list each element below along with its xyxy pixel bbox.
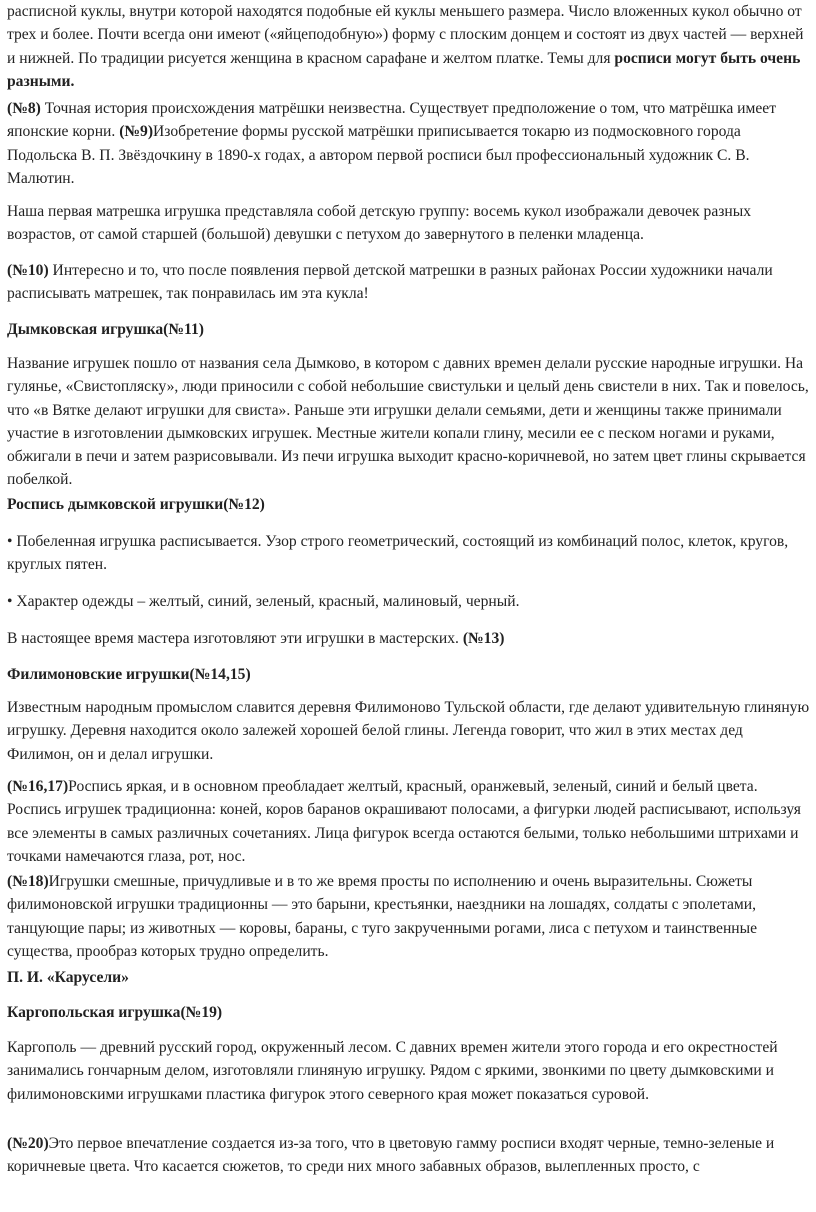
ref-13: (№13) xyxy=(462,630,505,647)
paragraph-pattern-bullet: • Побеленная игрушка расписывается. Узор строго геометрический, состоящий из комбинаций полос, клеток, кругов, круглых пятен. xyxy=(7,533,789,574)
ref-10: (№10) xyxy=(7,262,49,279)
heading-dymkovo-painting: Роспись дымковской игрушки(№12) xyxy=(7,496,265,513)
bold-phrase: росписи могут быть очень разными. xyxy=(7,49,801,90)
heading-carousels: П. И. «Карусели» xyxy=(7,969,129,986)
heading-dymkovo-toy: Дымковская игрушка(№11) xyxy=(7,321,204,338)
paragraph-workshops: В настоящее время мастера изготовляют эти игрушки в мастерских. (№13) xyxy=(7,630,505,647)
paragraph-filimonovo-painting: (№16,17)Роспись яркая, и в основном преобладает желтый, красный, оранжевый, зеленый, синий и белый цвета. Роспись игрушек традиционна: коней, коров баранов окрашивают полосами, а фигурки людей расписывают, используя все элементы в самых различных сочетаниях. Лица фигурок всегда остаются белыми, только небольшими штрихами и точками намечаются глаза, рот, нос. xyxy=(7,778,801,865)
paragraph-clothes-bullet: • Характер одежды – желтый, синий, зеленый, красный, малиновый, черный. xyxy=(7,593,520,610)
heading-filimonovo-toys: Филимоновские игрушки(№14,15) xyxy=(7,666,251,683)
ref-16-17: (№16,17) xyxy=(7,778,69,795)
heading-kargopol-toy: Каргопольская игрушка(№19) xyxy=(7,1004,223,1021)
paragraph-matryoshka-spread: (№10) Интересно и то, что после появления первой детской матрешки в разных районах России художники начали расписывать матрешек, так понравилась им эта кукла! xyxy=(7,262,773,303)
paragraph-first-matryoshka: Наша первая матрешка игрушка представляла собой детскую группу: восемь кукол изображали девочек разных возрастов, от самой старшей (большой) девушки с петухом до завернутого в пеленки младенца. xyxy=(7,203,752,244)
paragraph-kargopol-colors: (№20)Это первое впечатление создается из-за того, что в цветовую гамму росписи входят черные, темно-зеленые и коричневые цвета. Что касается сюжетов, то среди них много забавных образов, вылепленных просто, с xyxy=(7,1135,775,1176)
paragraph-filimonovo: Известным народным промыслом славится деревня Филимоново Тульской области, где делают удивительную глиняную игрушку. Деревня находится около залежей хорошей белой глины. Легенда говорит, что жил в этих местах дед Филимон, он и делал игрушки. xyxy=(7,699,810,763)
paragraph-filimonovo-subjects: (№18)Игрушки смешные, причудливые и в то же время просты по исполнению и очень выразительны. Сюжеты филимоновской игрушки традиционны — это барыни, крестьянки, наездники на лошадях, солдаты с эполетами, танцующие пары; из животных — коровы, бараны, с туго закрученными рогами, лиса с петухом и таинственные существа, прообраз которых трудно определить. xyxy=(7,873,758,960)
paragraph-matryoshka-history: (№8) Точная история происхождения матрёшки неизвестна. Существует предположение о том, что матрёшка имеет японские корни. (№9)Изобретение формы русской матрёшки приписывается токарю из подмосковного города Подольска В. П. Звёздочкину в 1890-х годах, а автором первой росписи был профессиональный художник С. В. Малютин. xyxy=(7,100,777,187)
ref-20: (№20) xyxy=(7,1135,49,1152)
ref-8: (№8) xyxy=(7,100,41,117)
ref-18: (№18) xyxy=(7,873,49,890)
paragraph-matryoshka-intro: расписной куклы, внутри которой находятся подобные ей куклы меньшего размера. Число вложенных кукол обычно от трех и более. Почти всегда они имеют («яйцеподобную») форму с плоским донцем и состоят из двух частей — верхней и нижней. По традиции рисуется женщина в красном сарафане и желтом платке. Темы для росписи могут быть очень разными. xyxy=(7,3,804,90)
ref-9: (№9) xyxy=(119,123,154,141)
paragraph-kargopol: Каргополь — древний русский город, окруженный лесом. С давних времен жители этого города и его окрестностей занимались гончарным делом, изготовляли глиняную игрушку. Рядом с яркими, звонкими по цвету дымковскими и филимоновскими игрушками пластика фигурок этого северного края может показаться суровой. xyxy=(7,1039,778,1103)
paragraph-dymkovo: Название игрушек пошло от названия села Дымково, в котором с давних времен делали русские народные игрушки. На гулянье, «Свистопляску», люди приносили с собой небольшие свистульки и целый день свистели в них. Так и повелось, что «в Вятке делают игрушки для свиста». Раньше эти игрушки делали семьями, дети и женщины также принимали участие в изготовлении дымковских игрушек. Местные жители копали глину, месили ее с песком ногами и руками, обжигали в печи и затем разрисовывали. Из печи игрушка выходит красно-коричневой, но затем цвет глины скрывается побелкой. xyxy=(7,355,809,489)
